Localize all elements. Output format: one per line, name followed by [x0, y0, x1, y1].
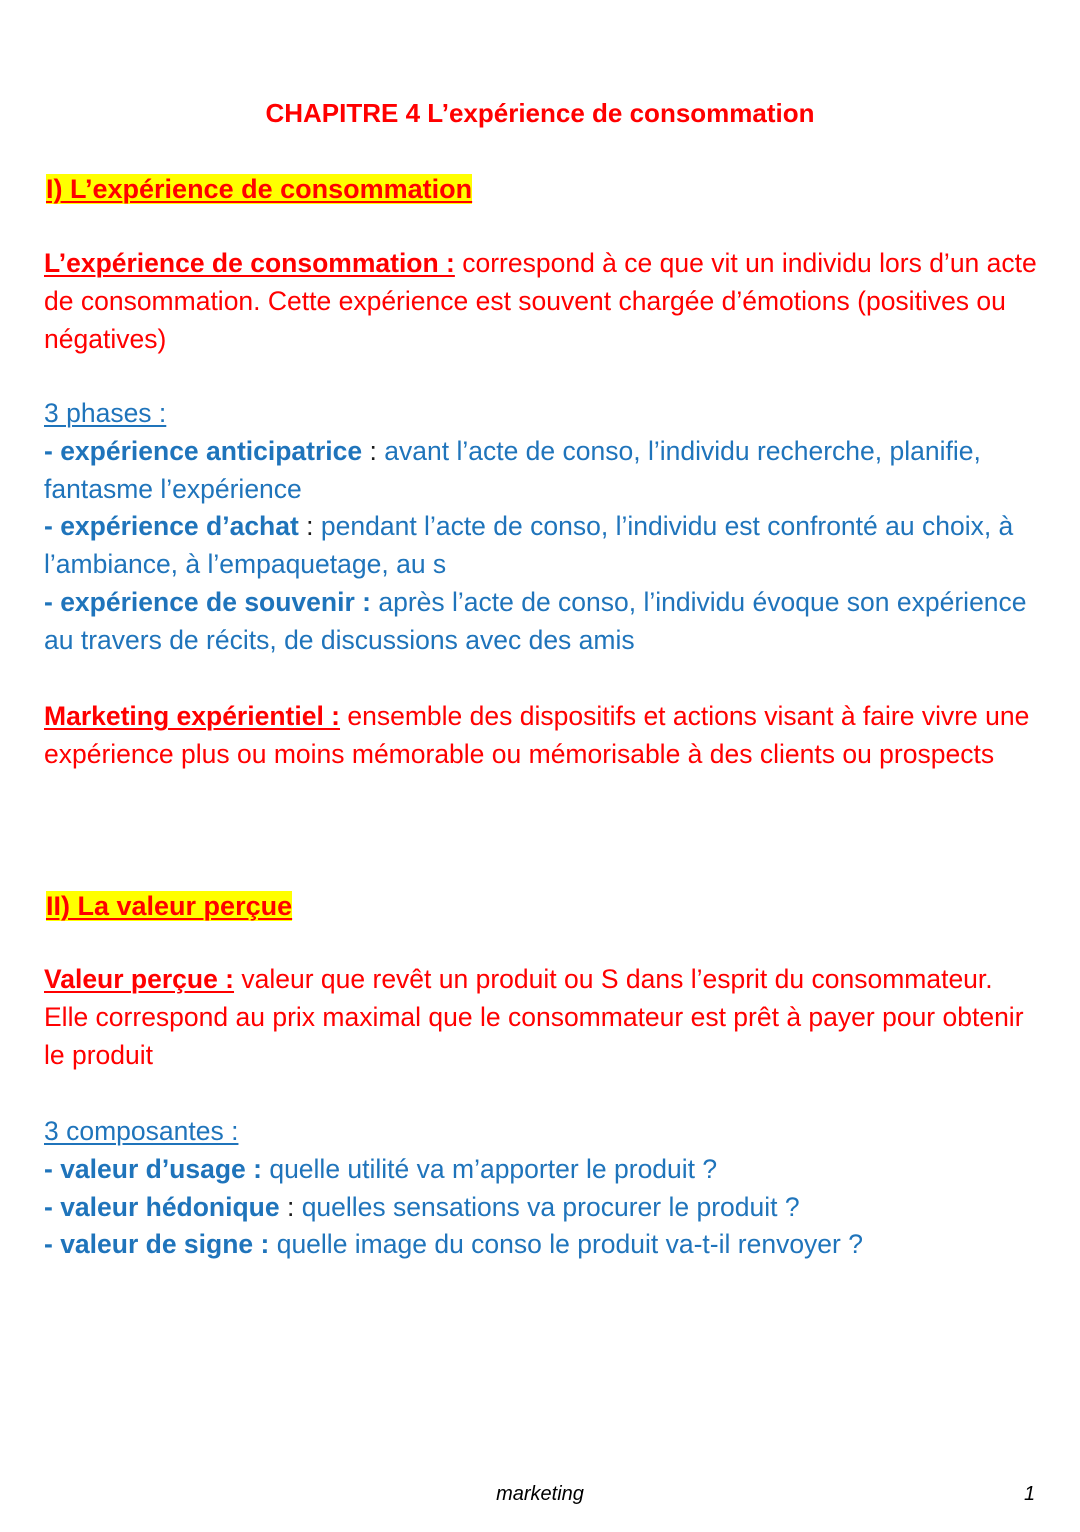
marketing-text: ensemble des dispositifs et actions visant à faire vivre une expérience plus ou moins mémorable ou mémorisable à des clients ou prospects: [44, 701, 1030, 769]
page-number: 1: [1024, 1483, 1036, 1505]
list-item: - expérience de souvenir : après l’acte de conso, l’individu évoque son expérience au travers de récits, de discussions avec des amis: [44, 586, 1027, 655]
phase-text: avant l’acte de conso, l’individu recherche, planifie, fantasme l’expérience: [44, 435, 981, 504]
definition-experience: [44, 245, 1044, 358]
list-item: - valeur d’usage : quelle utilité va m’apporter le produit ?: [44, 1153, 718, 1184]
marketing-term: Marketing expérientiel :: [44, 701, 341, 731]
valeur-percue-term: Valeur perçue :: [44, 964, 235, 994]
phase-term: expérience de souvenir :: [60, 586, 371, 617]
components-label: 3 composantes :: [44, 1116, 239, 1146]
phase-text: pendant l’acte de conso, l’individu est confronté au choix, à l’ambiance, à l’empaquetage, au s: [44, 511, 1014, 580]
definition-marketing-experientiel: [44, 698, 1044, 774]
list-item: - expérience d’achat : pendant l’acte de conso, l’individu est confronté au choix, à l’ambiance, à l’empaquetage, au s: [44, 511, 1014, 580]
section-2-heading: [44, 887, 294, 925]
list-item: - valeur de signe : quelle image du conso le produit va-t-il renvoyer ?: [44, 1229, 863, 1260]
section-2-heading-text: II) La valeur perçue: [46, 891, 293, 921]
phases-list: [44, 395, 1044, 660]
component-text: quelle image du conso le produit va-t-il renvoyer ?: [276, 1229, 863, 1260]
phase-term: expérience d’achat: [60, 511, 299, 542]
phases-label: 3 phases :: [44, 398, 167, 428]
definition-valeur-percue: [44, 961, 1044, 1074]
phase-text: après l’acte de conso, l’individu évoque son expérience au travers de récits, de discussions avec des amis: [44, 586, 1027, 655]
definition-experience-term: L’expérience de consommation :: [44, 248, 455, 278]
phase-term: expérience anticipatrice: [60, 435, 363, 466]
section-1-heading-text: I) L’expérience de consommation: [46, 174, 473, 204]
section-1-heading: [44, 170, 474, 208]
component-term: valeur de signe :: [60, 1229, 270, 1260]
component-text: quelle utilité va m’apporter le produit ?: [269, 1153, 718, 1184]
list-item: - valeur hédonique : quelles sensations va procurer le produit ?: [44, 1191, 800, 1222]
component-term: valeur hédonique: [60, 1191, 280, 1222]
page-title: CHAPITRE 4 L’expérience de consommation: [265, 98, 815, 128]
component-term: valeur d’usage :: [60, 1153, 262, 1184]
footer-label: marketing: [496, 1483, 584, 1505]
definition-experience-text: correspond à ce que vit un individu lors d’un acte de consommation. Cette expérience est souvent chargée d’émotions (positives ou négatives): [44, 248, 1037, 354]
valeur-percue-text: valeur que revêt un produit ou S dans l’esprit du consommateur. Elle correspond au prix maximal que le consommateur est prêt à payer pour obtenir le produit: [44, 964, 1024, 1070]
component-text: quelles sensations va procurer le produit ?: [301, 1191, 800, 1222]
components-list: [44, 1113, 1044, 1264]
list-item: - expérience anticipatrice : avant l’acte de conso, l’individu recherche, planifie, fantasme l’expérience: [44, 435, 981, 504]
